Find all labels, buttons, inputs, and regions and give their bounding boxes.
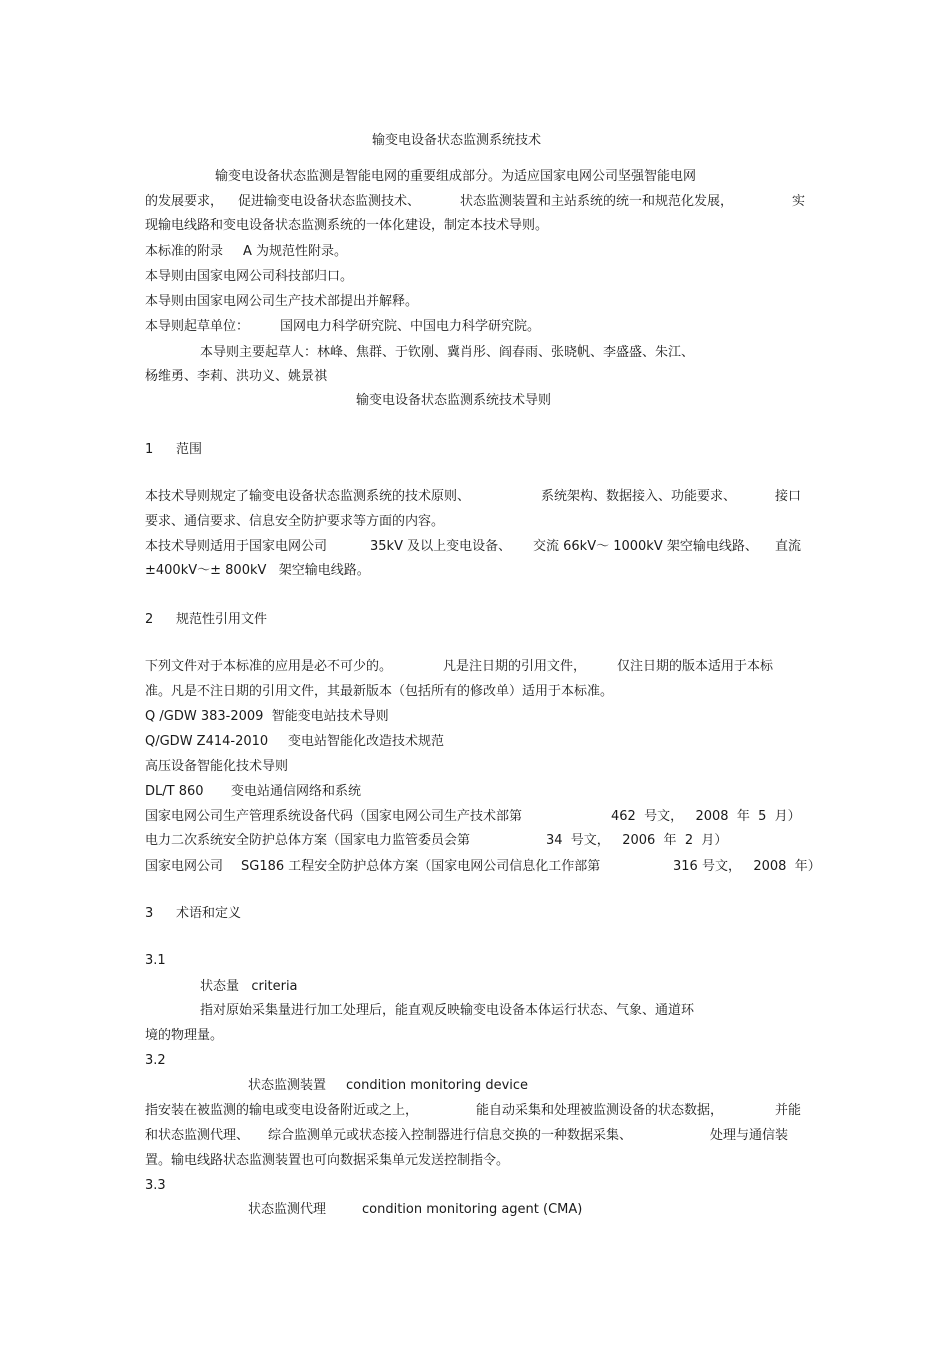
paragraph-line: 准。凡是不注日期的引用文件，其最新版本（包括所有的修改单）适用于本标准。	[145, 684, 614, 699]
paragraph-line: 本技术导则规定了输变电设备状态监测系统的技术原则、	[145, 489, 471, 504]
term-number: 3.3	[145, 1178, 166, 1193]
reference-item: 国家电网公司生产管理系统设备代码（国家电网公司生产技术部第	[145, 809, 523, 824]
term-definition: 指安装在被监测的输电或变电设备附近或之上，	[145, 1103, 419, 1118]
term-name: 状态监测装置	[248, 1078, 327, 1093]
reference-item: 462 号文， 2008 年 5 月）	[611, 809, 801, 824]
paragraph-line: 本技术导则适用于国家电网公司	[145, 539, 328, 554]
reference-item: SG186 工程安全防护总体方案（国家电网公司信息化工作部第	[241, 859, 601, 874]
foreword-line: 输变电设备状态监测是智能电网的重要组成部分。为适应国家电网公司坚强智能电网	[215, 169, 697, 184]
reference-item: 316 号文， 2008 年）	[673, 859, 821, 874]
term-name-en: condition monitoring agent (CMA)	[362, 1202, 583, 1217]
term-name-en: condition monitoring device	[346, 1078, 529, 1093]
section-title: 规范性引用文件	[176, 612, 268, 627]
paragraph-line: 凡是注日期的引用文件，	[443, 659, 587, 674]
document-subtitle: 输变电设备状态监测系统技术导则	[356, 393, 552, 408]
term-definition: 能自动采集和处理被监测设备的状态数据，	[476, 1103, 724, 1118]
reference-code: DL/T 860	[145, 784, 204, 799]
reference-title: 变电站通信网络和系统	[231, 784, 362, 799]
paragraph-line: 仅注日期的版本适用于本标	[617, 659, 774, 674]
paragraph-line: 交流 66kV～ 1000kV 架空输电线路、	[533, 539, 758, 554]
term-number: 3.1	[145, 953, 166, 968]
reference-item: 高压设备智能化技术导则	[145, 759, 289, 774]
term-definition: 和状态监测代理、	[145, 1128, 250, 1143]
reference-code: Q/GDW Z414-2010	[145, 734, 269, 749]
section-title: 范围	[176, 442, 203, 457]
document-title: 输变电设备状态监测系统技术	[372, 133, 542, 148]
section-number: 3	[145, 906, 154, 921]
appendix-note: A 为规范性附录。	[243, 244, 348, 259]
foreword-line: 实	[792, 194, 806, 209]
term-definition: 置。输电线路状态监测装置也可向数据采集单元发送控制指令。	[145, 1153, 510, 1168]
term-definition: 并能	[775, 1103, 802, 1118]
drafters-line: 杨维勇、李莉、洪功义、姚景祺	[145, 369, 328, 384]
foreword-line: 促进输变电设备状态监测技术、	[238, 194, 421, 209]
reference-item: 国家电网公司	[145, 859, 224, 874]
foreword-line: 状态监测装置和主站系统的统一和规范化发展，	[460, 194, 734, 209]
section-title: 术语和定义	[176, 906, 242, 921]
reference-item: 电力二次系统安全防护总体方案（国家电力监管委员会第	[145, 833, 471, 848]
paragraph-line: 直流	[775, 539, 802, 554]
paragraph-line: 要求、通信要求、信息安全防护要求等方面的内容。	[145, 514, 445, 529]
term-definition: 境的物理量。	[145, 1028, 224, 1043]
term-definition: 指对原始采集量进行加工处理后，能直观反映输变电设备本体运行状态、气象、通道环	[200, 1003, 695, 1018]
term-definition: 综合监测单元或状态接入控制器进行信息交换的一种数据采集、	[268, 1128, 633, 1143]
paragraph-line: 35kV 及以上变电设备、	[370, 539, 512, 554]
reference-item: 34 号文， 2006 年 2 月）	[546, 833, 728, 848]
term-name: 状态监测代理	[248, 1202, 327, 1217]
section-number: 1	[145, 442, 154, 457]
reference-item: Q /GDW 383-2009 智能变电站技术导则	[145, 709, 389, 724]
term-name: 状态量 criteria	[200, 979, 298, 994]
explained-by: 本导则由国家电网公司生产技术部提出并解释。	[145, 294, 419, 309]
term-definition: 处理与通信装	[710, 1128, 789, 1143]
section-number: 2	[145, 612, 154, 627]
drafting-unit-label: 本导则起草单位：	[145, 319, 250, 334]
paragraph-line: 下列文件对于本标准的应用是必不可少的。	[145, 659, 393, 674]
paragraph-line: 接口	[775, 489, 802, 504]
term-number: 3.2	[145, 1053, 166, 1068]
paragraph-line: ±400kV～± 800kV 架空输电线路。	[145, 563, 370, 578]
reference-title: 变电站智能化改造技术规范	[288, 734, 445, 749]
drafters-line: 本导则主要起草人：林峰、焦群、于钦刚、冀肖彤、阎春雨、张晓帆、李盛盛、朱江、	[200, 345, 695, 360]
appendix-note: 本标准的附录	[145, 244, 224, 259]
foreword-line: 现输电线路和变电设备状态监测系统的一体化建设，制定本技术导则。	[145, 218, 549, 233]
paragraph-line: 系统架构、数据接入、功能要求、	[541, 489, 737, 504]
foreword-line: 的发展要求，	[145, 194, 224, 209]
managed-by: 本导则由国家电网公司科技部归口。	[145, 269, 354, 284]
drafting-unit-value: 国网电力科学研究院、中国电力科学研究院。	[280, 319, 541, 334]
